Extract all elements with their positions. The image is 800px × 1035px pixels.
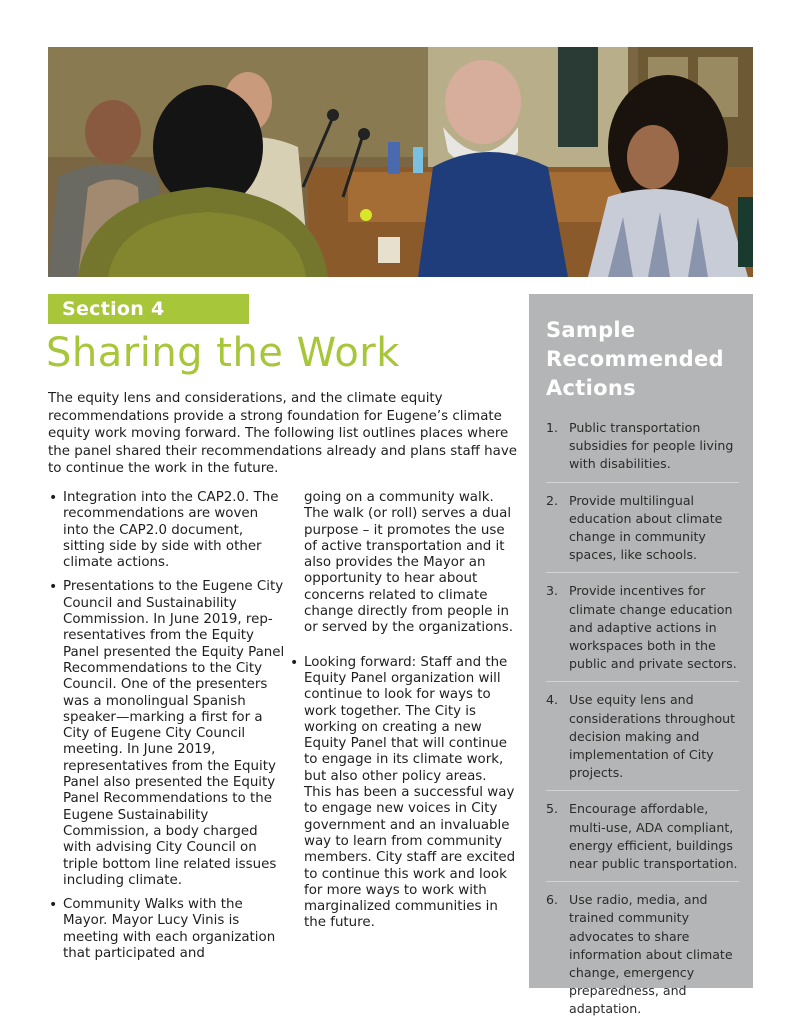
bullet-list-right bbox=[289, 655, 517, 932]
item-number: 2. bbox=[546, 492, 559, 508]
sidebar-title: Sample Recommended Actions bbox=[546, 318, 724, 400]
action-item bbox=[546, 891, 739, 1026]
list-item-community-walks: • Community Walks with the Mayor. Mayor Lucy Vinis is meeting with each organization that participated and bbox=[48, 897, 288, 962]
action-item bbox=[546, 800, 739, 882]
bullet-list-left bbox=[48, 490, 288, 962]
item-text: Encourage affordable, multi-use, ADA compliant, energy efficient, buildings near public transportation. bbox=[569, 801, 738, 872]
item-number: 1. bbox=[546, 420, 559, 435]
intro-paragraph: The equity lens and considerations, and the climate equity recommendations provide a strong foundation for Eugene’s climate equity work moving forward. The following list outlines places where the panel shared their recommendations already and plans staff have to continue the work in the future. bbox=[48, 391, 518, 477]
action-item bbox=[546, 419, 739, 483]
list-item-integration: • Integration into the CAP2.0. The recommendations are woven into the CAP2.0 document, sitting side by side with other climate actions. bbox=[48, 490, 288, 571]
item-text: Use radio, media, and trained community advocates to share information about climate change, emergency preparedness, and adaptation. bbox=[569, 892, 733, 1017]
item-text: Use equity lens and considerations throughout decision making and implementation of City projects. bbox=[569, 692, 736, 781]
item-number: 3. bbox=[546, 583, 559, 599]
header-photo bbox=[48, 47, 753, 277]
bullet-column-right bbox=[289, 490, 517, 940]
item-text: Public transportation subsidies for people living with disabilities. bbox=[569, 420, 734, 472]
item-text: Provide incentives for climate change education and adaptive actions in workspaces both in the public and private sectors. bbox=[569, 583, 737, 672]
community-walks-continued: going on a community walk. The walk (or roll) serves a dual purpose – it promotes the use of active transportation and it also provides the Mayor an opportunity to hear about concerns related to climate change directly from people in or served by the organizations. bbox=[304, 490, 513, 636]
action-item bbox=[546, 492, 739, 574]
item-number: 4. bbox=[546, 692, 559, 708]
item-text: Provide multilingual education about climate change in community spaces, like schools. bbox=[569, 492, 723, 563]
item-number: 6. bbox=[546, 892, 559, 908]
action-item bbox=[546, 582, 739, 682]
sample-actions-sidebar bbox=[529, 294, 753, 1017]
section-label: Section 4 bbox=[48, 294, 249, 324]
spacer bbox=[289, 637, 517, 655]
list-item-presentations: • Presentations to the Eugene City Council and Sustainability Commission. In June 2019, representatives from the Equity Panel presented the Equity Panel Recommendations to the City Council. One of the presenters was a monolingual Spanish speaker—marking a first for a City of Eugene City Council meeting. In June 2019, representatives from the Equity Panel also presented the Equity Panel Recommendations to the Eugene Sustainability Commission, a body charged with advising City Council on triple bottom line related issues including climate. bbox=[48, 579, 288, 889]
page-title: Sharing the Work bbox=[46, 330, 400, 376]
item-number: 5. bbox=[546, 801, 559, 817]
recommended-actions-list bbox=[546, 419, 739, 1027]
bullet-column-left bbox=[48, 490, 288, 970]
list-item-looking-forward: • Looking forward: Staff and the Equity Panel organization will continue to look for ways to work together. The City is working on creating a new Equity Panel that will continue to engage in its climate work, but also other policy areas. This has been a successful way to engage new voices in City government and an invaluable way to learn from community members. City staff are excited to continue this work and look for more ways to work with marginalized communities in the future. bbox=[289, 655, 517, 932]
action-item bbox=[546, 691, 739, 791]
